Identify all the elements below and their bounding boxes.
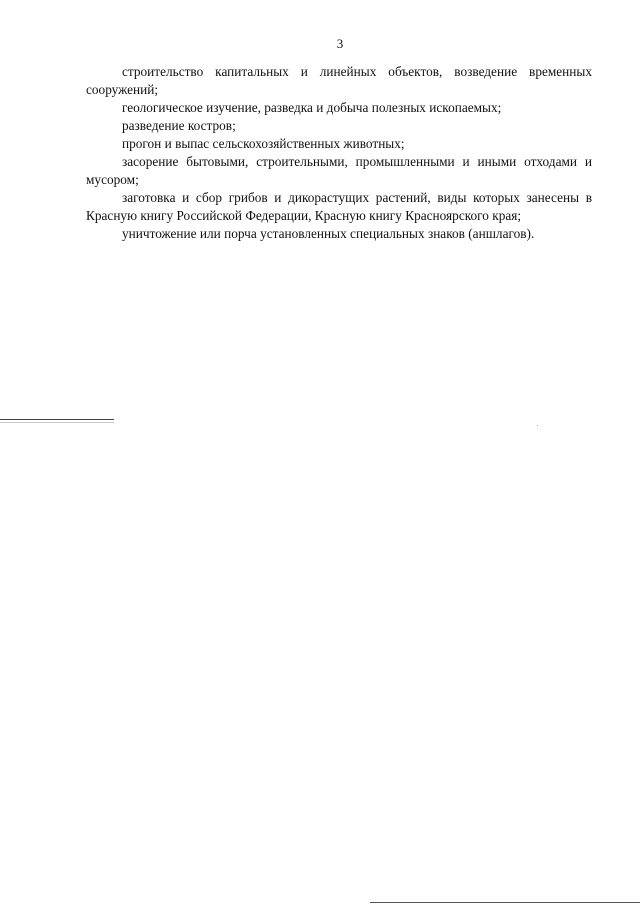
list-item-campfires: разведение костров; <box>122 118 236 133</box>
list-item-harvesting: заготовка и сбор грибов и дикорастущих растений, виды которых занесены в Красную книгу Российской Федерации, Красную книгу Красноярского края; <box>86 190 592 223</box>
list-item-grazing: прогон и выпас сельскохозяйственных животных; <box>122 136 405 151</box>
scan-line-left <box>0 419 114 420</box>
scan-speck <box>537 425 538 426</box>
scan-line-bottom <box>370 902 640 903</box>
list-item-sign-damage: уничтожение или порча установленных специальных знаков (аншлагов). <box>122 226 535 241</box>
document-body <box>86 63 592 243</box>
list-item-construction: строительство капитальных и линейных объектов, возведение временных сооружений; <box>86 64 592 97</box>
list-item-geology: геологическое изучение, разведка и добыча полезных ископаемых; <box>122 100 502 115</box>
page-number: 3 <box>336 36 344 51</box>
scan-line-left-faint <box>0 422 114 423</box>
list-item-littering: засорение бытовыми, строительными, промышленными и иными отходами и мусором; <box>86 154 592 187</box>
